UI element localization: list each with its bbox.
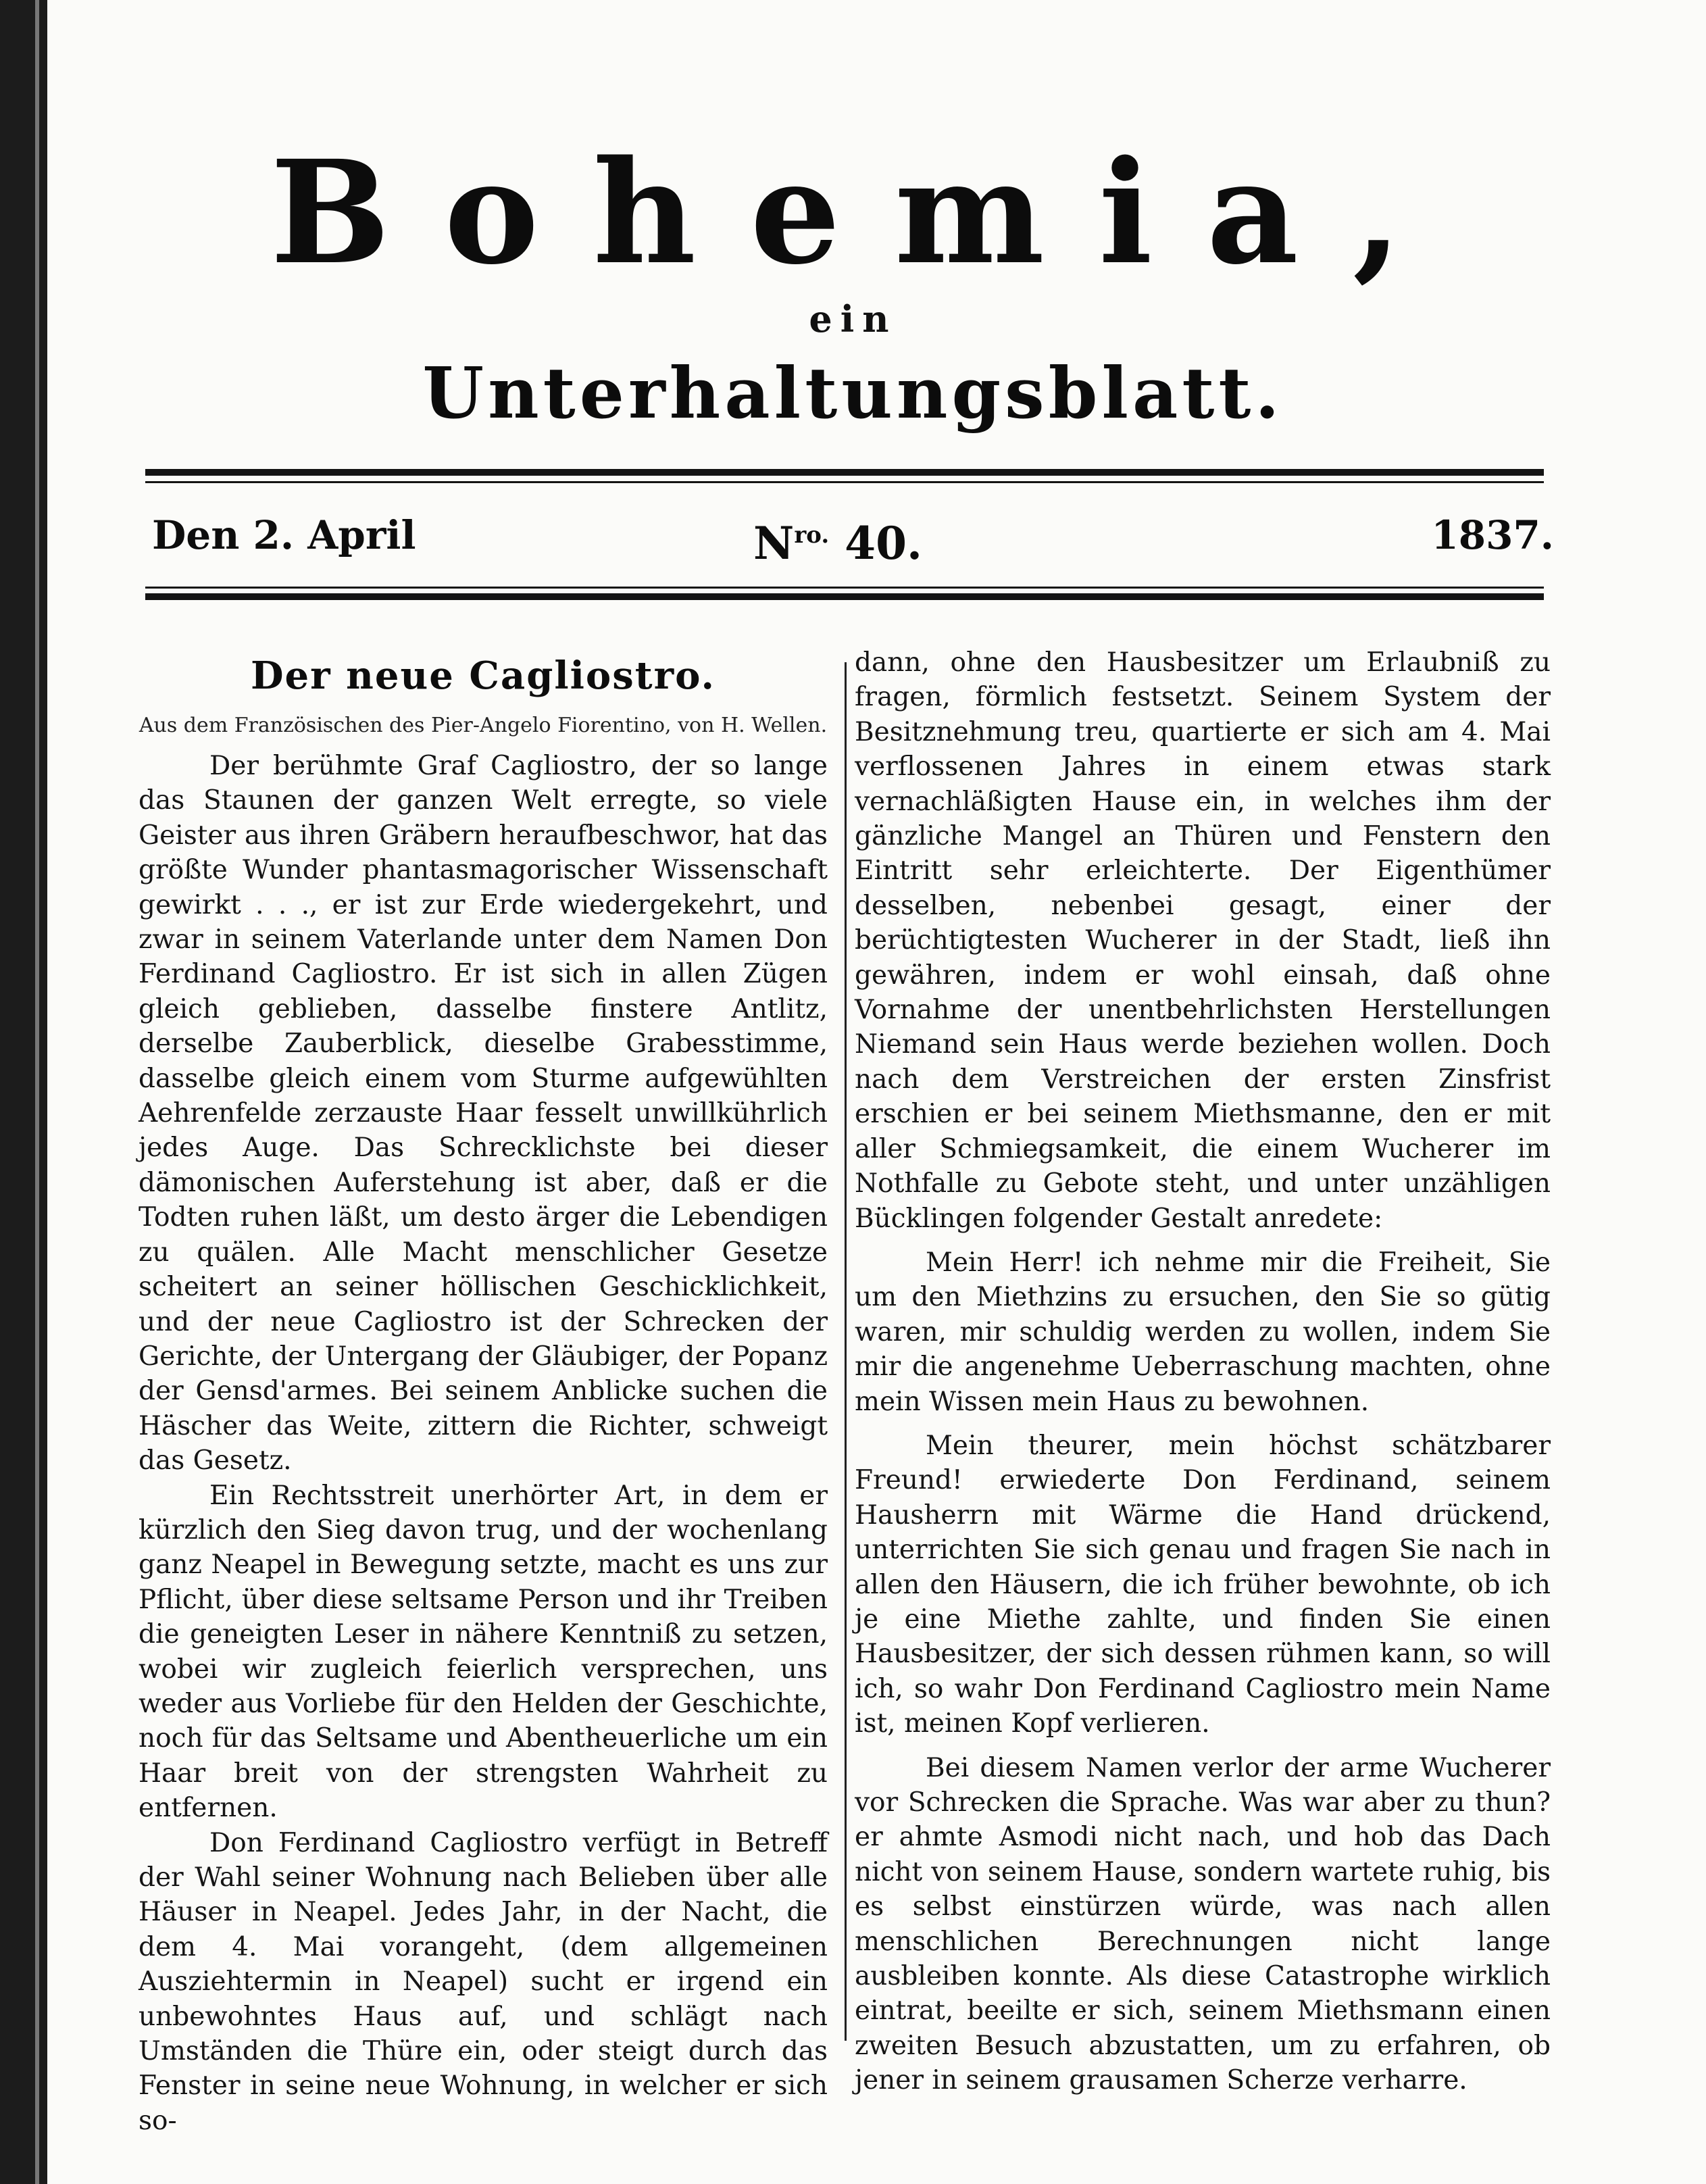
right-column <box>855 645 1551 2098</box>
issue-number-prefix: N <box>753 517 795 570</box>
article-source: Aus dem Französischen des Pier-Angelo Fiorentino, von H. Wellen. <box>139 714 828 737</box>
bottom-rule-thick <box>145 593 1544 600</box>
masthead-subtitle: Unterhaltungsblatt. <box>422 351 1284 435</box>
issue-date: Den 2. April <box>152 512 416 558</box>
paragraph: Bei diesem Namen verlor der arme Wucherer vor Schrecken die Sprache. Was war aber zu thun? er ahmte Asmodi nicht nach, und hob das Dach nicht von seinem Hause, sondern wartete ruhig, bis es selbst einstürzen würde, was nach allen menschlichen Berechnungen nicht lange ausbleiben konnte. Als diese Catastrophe wirklich eintrat, beeilte er sich, seinem Miethsmann einen zweiten Besuch abzustatten, um zu erfahren, ob jener in seinem grausamen Scherze verharre. <box>855 1752 1551 2096</box>
issue-number-suffix: ro. <box>794 522 830 549</box>
paragraph: Mein Herr! ich nehme mir die Freiheit, Sie um den Miethzins zu ersuchen, den Sie so gütig waren, mir schuldig werden zu wollen, indem Sie mir die angenehme Ueberraschung machten, ohne mein Wissen mein Haus zu bewohnen. <box>855 1247 1551 1417</box>
column-divider <box>845 662 847 2041</box>
article-title: Der neue Cagliostro. <box>250 653 716 698</box>
left-column <box>139 649 828 2138</box>
masthead-ein: ein <box>809 297 897 341</box>
issue-number <box>753 508 922 570</box>
bottom-rule-thin <box>145 587 1544 589</box>
paragraph: Ein Rechtsstreit unerhörter Art, in dem er kürzlich den Sieg davon trug, und der wochenlang ganz Neapel in Bewegung setzte, macht es uns zur Pflicht, über diese seltsame Person und ihr Treiben die geneigten Leser in nähere Kenntniß zu setzen, wobei wir zugleich feierlich versprechen, uns weder aus Vorliebe für den Helden der Geschichte, noch für das Seltsame und Abentheuerliche um ein Haar breit von der strengsten Wahrheit zu entfernen. <box>139 1480 828 1824</box>
paragraph: Mein theurer, mein höchst schätzbarer Freund! erwiederte Don Ferdinand, seinem Hausherrn mit Wärme die Hand drückend, unterrichten Sie sich genau und fragen Sie nach in allen den Häusern, die ich früher bewohnte, ob ich je eine Miethe zahlte, und finden Sie einen Hausbesitzer, der sich dessen rühmen kann, so will ich, so wahr Don Ferdinand Cagliostro mein Name ist, meinen Kopf verlieren. <box>855 1430 1551 1739</box>
masthead-title: Bohemia, <box>270 129 1457 296</box>
top-rule-thin <box>145 481 1544 483</box>
paragraph: dann, ohne den Hausbesitzer um Erlaubniß zu fragen, förmlich festsetzt. Seinem System der Besitznehmung treu, quartierte er sich am 4. Mai verflossenen Jahres in einem etwas stark vernachläßigten Hause ein, in welches ihm der gänzliche Mangel an Thüren und Fenstern den Eintritt sehr erleichterte. Der Eigenthümer desselben, nebenbei gesagt, einer der berüchtigtesten Wucherer in der Stadt, ließ ihn gewähren, indem er wohl einsah, daß ohne Vornahme der unentbehrlichsten Herstellungen Niemand sein Haus werde beziehen wollen. Doch nach dem Verstreichen der ersten Zinsfrist erschien er bei seinem Miethsmanne, den er mit aller Schmiegsamkeit, die einem Wucherer im Nothfalle zu Gebote steht, und unter unzähligen Bücklingen folgender Gestalt anredete: <box>855 647 1551 1234</box>
issue-number-value: 40. <box>845 517 922 570</box>
issue-year: 1837. <box>1431 512 1554 558</box>
paragraph: Don Ferdinand Cagliostro verfügt in Betreff der Wahl seiner Wohnung nach Belieben über alle Häuser in Neapel. Jedes Jahr, in der Nacht, die dem 4. Mai vorangeht, (dem allgemeinen Ausziehtermin in Neapel) sucht er irgend ein unbewohntes Haus auf, und schlägt nach Umständen die Thüre ein, oder steigt durch das Fenster in seine neue Wohnung, in welcher er sich so- <box>139 1827 828 2136</box>
top-rule-thick <box>145 469 1544 476</box>
paragraph: Der berühmte Graf Cagliostro, der so lange das Staunen der ganzen Welt erregte, so viele Geister aus ihren Gräbern heraufbeschwor, hat das größte Wunder phantasmagorischer Wissenschaft gewirkt . . ., er ist zur Erde wiedergekehrt, und zwar in seinem Vaterlande unter dem Namen Don Ferdinand Cagliostro. Er ist sich in allen Zügen gleich geblieben, dasselbe finstere Antlitz, derselbe Zauberblick, dieselbe Grabesstimme, dasselbe gleich einem vom Sturme aufgewühlten Aehrenfelde zerzauste Haar fesselt unwillkührlich jedes Auge. Das Schrecklichste bei dieser dämonischen Auferstehung ist aber, daß er die Todten ruhen läßt, um desto ärger die Lebendigen zu quälen. Alle Macht menschlicher Gesetze scheitert an seiner höllischen Geschicklichkeit, und der neue Cagliostro ist der Schrecken der Gerichte, der Untergang der Gläubiger, der Popanz der Gensd'armes. Bei seinem Anblicke suchen die Häscher das Weite, zittern die Richter, schweigt das Gesetz. <box>139 751 828 1476</box>
